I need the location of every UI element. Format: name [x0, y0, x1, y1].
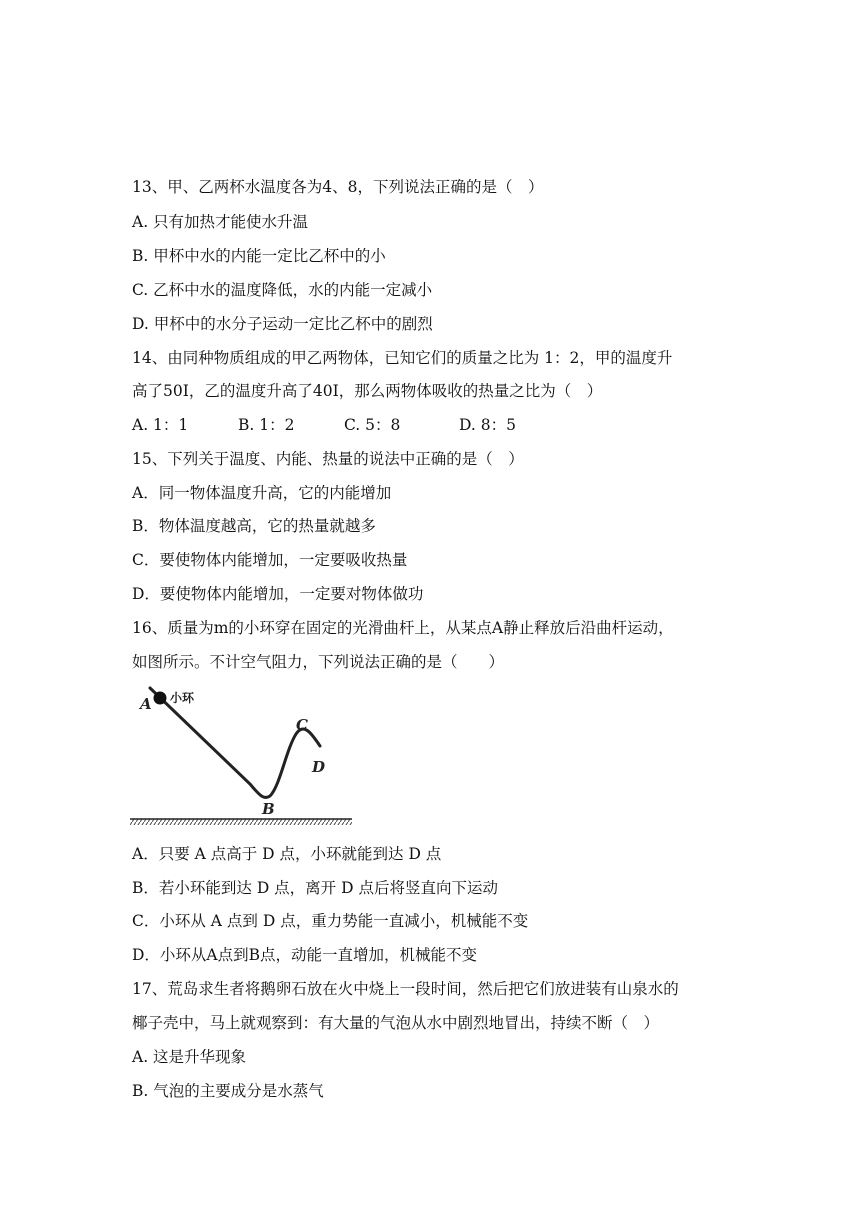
q16-stem-line2: 如图所示。不计空气阻力，下列说法正确的是（ ）	[132, 653, 505, 671]
q14-option-a: A. 1：1	[132, 416, 189, 434]
ring-icon	[154, 692, 167, 705]
q15-option-d: D．要使物体内能增加，一定要对物体做功	[132, 585, 424, 603]
ground-hatch	[130, 819, 352, 825]
q15-option-b: B．物体温度越高，它的热量就越多	[132, 517, 376, 535]
q16-option-a: A．只要 A 点高于 D 点，小环就能到达 D 点	[132, 845, 442, 863]
q16-figure	[128, 684, 356, 830]
q13-option-c: C. 乙杯中水的温度降低，水的内能一定减小	[132, 281, 433, 299]
label-c: C	[296, 716, 308, 734]
q14-option-c: C. 5：8	[344, 416, 401, 434]
q13-stem: 13、甲、乙两杯水温度各为4、8，下列说法正确的是（ ）	[132, 178, 544, 196]
q14-stem-line1: 14、由同种物质组成的甲乙两物体，已知它们的质量之比为 1：2，甲的温度升	[132, 349, 673, 367]
label-a: A	[140, 695, 152, 713]
q16-option-c: C．小环从 A 点到 D 点，重力势能一直减小，机械能不变	[132, 912, 529, 930]
q15-option-a: A．同一物体温度升高，它的内能增加	[132, 484, 392, 502]
q16-stem-line1: 16、质量为m的小环穿在固定的光滑曲杆上，从某点A静止释放后沿曲杆运动，	[132, 619, 674, 637]
curved-rod-diagram	[128, 684, 356, 830]
q17-stem-line1: 17、荒岛求生者将鹅卵石放在火中烧上一段时间，然后把它们放进装有山泉水的	[132, 980, 679, 998]
q16-option-d: D．小环从A点到B点，动能一直增加，机械能不变	[132, 946, 478, 964]
q16-option-b: B．若小环能到达 D 点，离开 D 点后将竖直向下运动	[132, 879, 498, 897]
q17-option-a: A. 这是升华现象	[132, 1048, 247, 1066]
label-ring: 小环	[170, 691, 195, 705]
q13-option-d: D. 甲杯中的水分子运动一定比乙杯中的剧烈	[132, 315, 433, 333]
q17-option-b: B. 气泡的主要成分是水蒸气	[132, 1082, 324, 1100]
label-d: D	[312, 758, 326, 776]
q17-stem-line2: 椰子壳中，马上就观察到：有大量的气泡从水中剧烈地冒出，持续不断（ ）	[132, 1014, 660, 1032]
q14-option-b: B. 1：2	[238, 416, 295, 434]
q13-option-b: B. 甲杯中水的内能一定比乙杯中的小	[132, 247, 386, 265]
q15-option-c: C．要使物体内能增加，一定要吸收热量	[132, 551, 408, 569]
q13-option-a: A. 只有加热才能使水升温	[132, 213, 309, 231]
q15-stem: 15、下列关于温度、内能、热量的说法中正确的是（ ）	[132, 450, 524, 468]
q14-stem-line2: 高了50I，乙的温度升高了40I，那么两物体吸收的热量之比为（ ）	[132, 382, 603, 400]
label-b: B	[262, 800, 275, 818]
q14-option-d: D. 8：5	[459, 416, 516, 434]
